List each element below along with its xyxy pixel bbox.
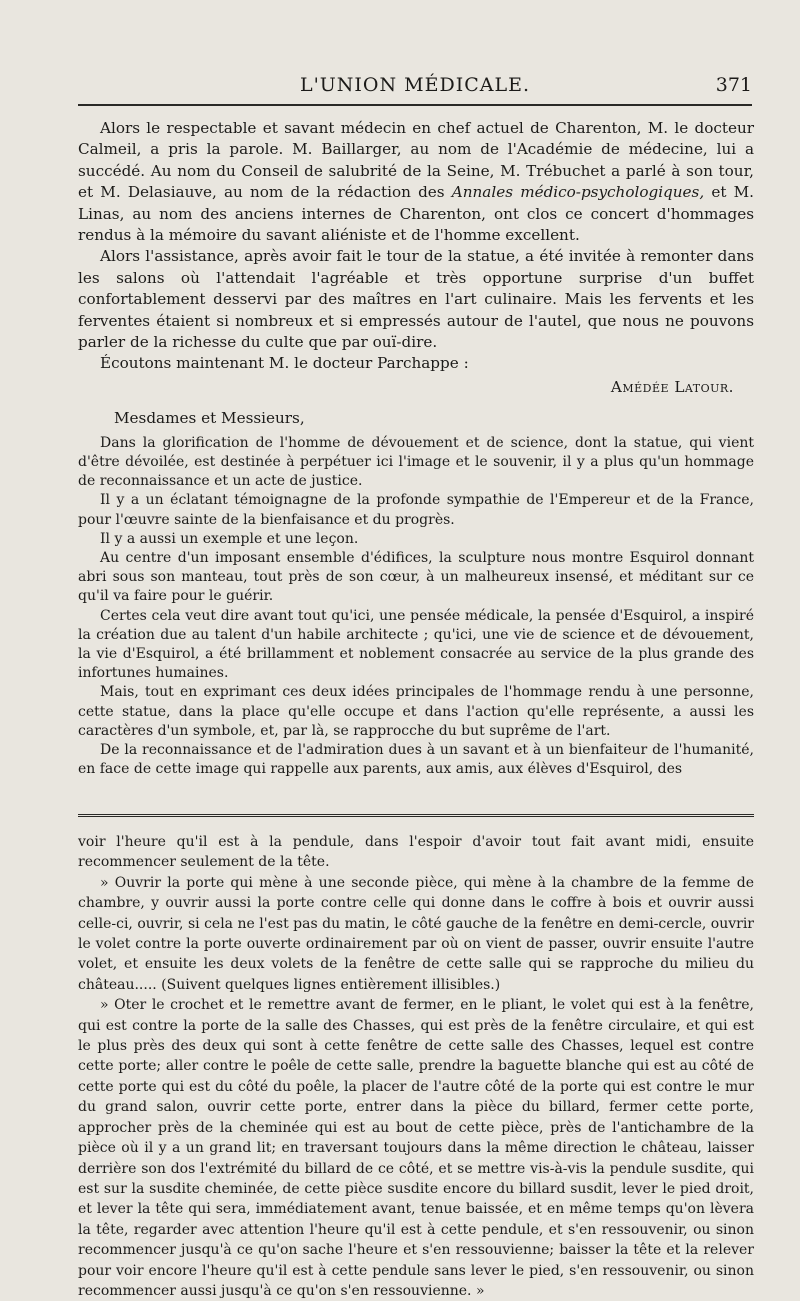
page-header [78, 74, 752, 100]
speech-paragraph: Il y a aussi un exemple et une leçon. [100, 530, 359, 547]
page-number: 371 [715, 74, 752, 96]
salutation: Mesdames et Messieurs, [114, 409, 305, 428]
speech-paragraph: Dans la glorification de l'homme de dévouement et de science, dont la statue, qui vient d'être dévoilée, est destinée à perpétuer ici l'image et le souvenir, il y a plus qu'un hommage de reconnaissance et un acte de justice. [78, 434, 754, 490]
signature-name: Amédée Latour. [610, 377, 734, 396]
feuilleton-paragraph: » Oter le crochet et le remettre avant de fermer, en le pliant, le volet qui est à la fenêtre, qui est contre la porte de la salle des Chasses, qui est près de la fenêtre circulaire, et qui est le plus près des deux qui sont à cette fenêtre de cette salle des Chasses, lequel est contre cette porte; aller contre le poêle de cette salle, prendre la baguette blanche qui est au côté de cette porte qui est du côté du poêle, la placer de l'autre côté de la porte qui est contre le mur du grand salon, ouvrir cette porte, entrer dans la pièce du billard, fermer cette porte, approcher près de la cheminée qui est au bout de cette pièce, près de l'antichambre de la pièce où il y a un grand lit; en traversant toujours dans la même direction le château, laisser derrière son dos l'extrémité du billard de ce côté, et se mettre vis-à-vis la pendule susdite, qui est sur la susdite cheminée, de cette pièce susdite encore du billard susdit, lever le pied droit, et lever la tête qui sera, immédiatement avant, tenue baissée, et en même temps qu'on lèvera la tête, regarder avec attention l'heure qu'il est à cette pendule, et s'en ressouvenir, ou sinon recommencer jusqu'à ce qu'on sache l'heure et s'en ressouvienne; baisser la tête et la relever pour voir encore l'heure qu'il est à cette pendule sans lever le pied, s'en ressouvenir, ou sinon recommencer aussi jusqu'à ce qu'on s'en ressouvienne. » [78, 997, 754, 1299]
paragraph-speakers [78, 118, 754, 246]
journal-title: Annales médico-psychologiques, [451, 183, 705, 202]
speech-paragraph: Au centre d'un imposant ensemble d'édifices, la sculpture nous montre Esquirol donnant abri sous son manteau, tout près de son cœur, à un malheureux insensé, et méditant sur ce qu'il va faire pour le guérir. [78, 549, 754, 605]
speech-paragraph: De la reconnaissance et de l'admiration dues à un savant et à un bienfaiteur de l'humanité, en face de cette image qui rappelle aux parents, aux amis, aux élèves d'Esquirol, des [78, 741, 754, 778]
header-rule [78, 104, 752, 106]
speech-text [78, 434, 754, 780]
running-title: L'UNION MÉDICALE. [299, 74, 531, 96]
paragraph-text-end: et M. Linas, au nom des anciens internes de Charenton, ont clos ce concert d'hommages rendus à la mémoire du savant aliéniste et de l'homme excellent. [78, 183, 755, 245]
paragraph-text: Alors le respectable et savant médecin en chef actuel de Charenton, M. le docteur Calmeil, a pris la parole. M. Baillarger, au nom de l'Académie de médecine, lui a succédé. Au nom du Conseil de salubrité de la Seine, M. Trébuchet a parlé à son tour, et M. Delasiauve, au nom de la rédaction des [78, 119, 754, 202]
feuilleton-body [78, 832, 754, 1301]
speech-paragraph: Certes cela veut dire avant tout qu'ici, une pensée médicale, la pensée d'Esquirol, a inspiré la création due au talent d'un habile architecte ; qu'ici, une vie de science et de dévouement, la vie d'Esquirol, a été brillamment et noblement consacrée au service de la plus grande des infortunes humaines. [78, 607, 754, 682]
speech-paragraph: Mais, tout en exprimant ces deux idées principales de l'hommage rendu à une personne, cette statue, dans la place qu'elle occupe et dans l'action qu'elle représente, a aussi les caractères d'un symbole, et, par là, se rapprocche du but suprême de l'art. [78, 684, 754, 739]
paragraph-parchappe: Écoutons maintenant M. le docteur Parchappe : [100, 354, 469, 373]
feuilleton-rule [78, 814, 754, 817]
article-body [78, 118, 754, 779]
paragraph-buffet: Alors l'assistance, après avoir fait le tour de la statue, a été invitée à remonter dans les salons où l'attendait l'agréable et très opportune surprise d'un buffet confortablement desservi par des maîtres en l'art culinaire. Mais les fervents et les ferventes étaient si nombreux et si empressés autour de l'autel, que nous ne pouvons parler de la richesse du culte que par ouï-dire. [78, 247, 754, 352]
author-signature [78, 377, 754, 398]
feuilleton-paragraph: » Ouvrir la porte qui mène à une seconde pièce, qui mène à la chambre de la femme de chambre, y ouvrir aussi la porte contre celle qui donne dans le coffre à bois et ouvrir aussi celle-ci, ouvrir, si cela ne l'est pas du matin, le côté gauche de la fenêtre en demi-cercle, ouvrir le volet contre la porte ouverte ordinairement par où on vient de passer, ouvrir ensuite l'autre volet, et ensuite les deux volets de la fenêtre de cette salle qui se rapproche du milieu du château..... (Suivent quelques lignes entièrement illisibles.) [78, 874, 754, 993]
feuilleton-paragraph: voir l'heure qu'il est à la pendule, dans l'espoir d'avoir tout fait avant midi, ensuite recommencer seulement de la tête. [78, 834, 754, 871]
speech-paragraph: Il y a un éclatant témoignagne de la profonde sympathie de l'Empereur et de la France, pour l'œuvre sainte de la bienfaisance et du progrès. [78, 492, 754, 528]
